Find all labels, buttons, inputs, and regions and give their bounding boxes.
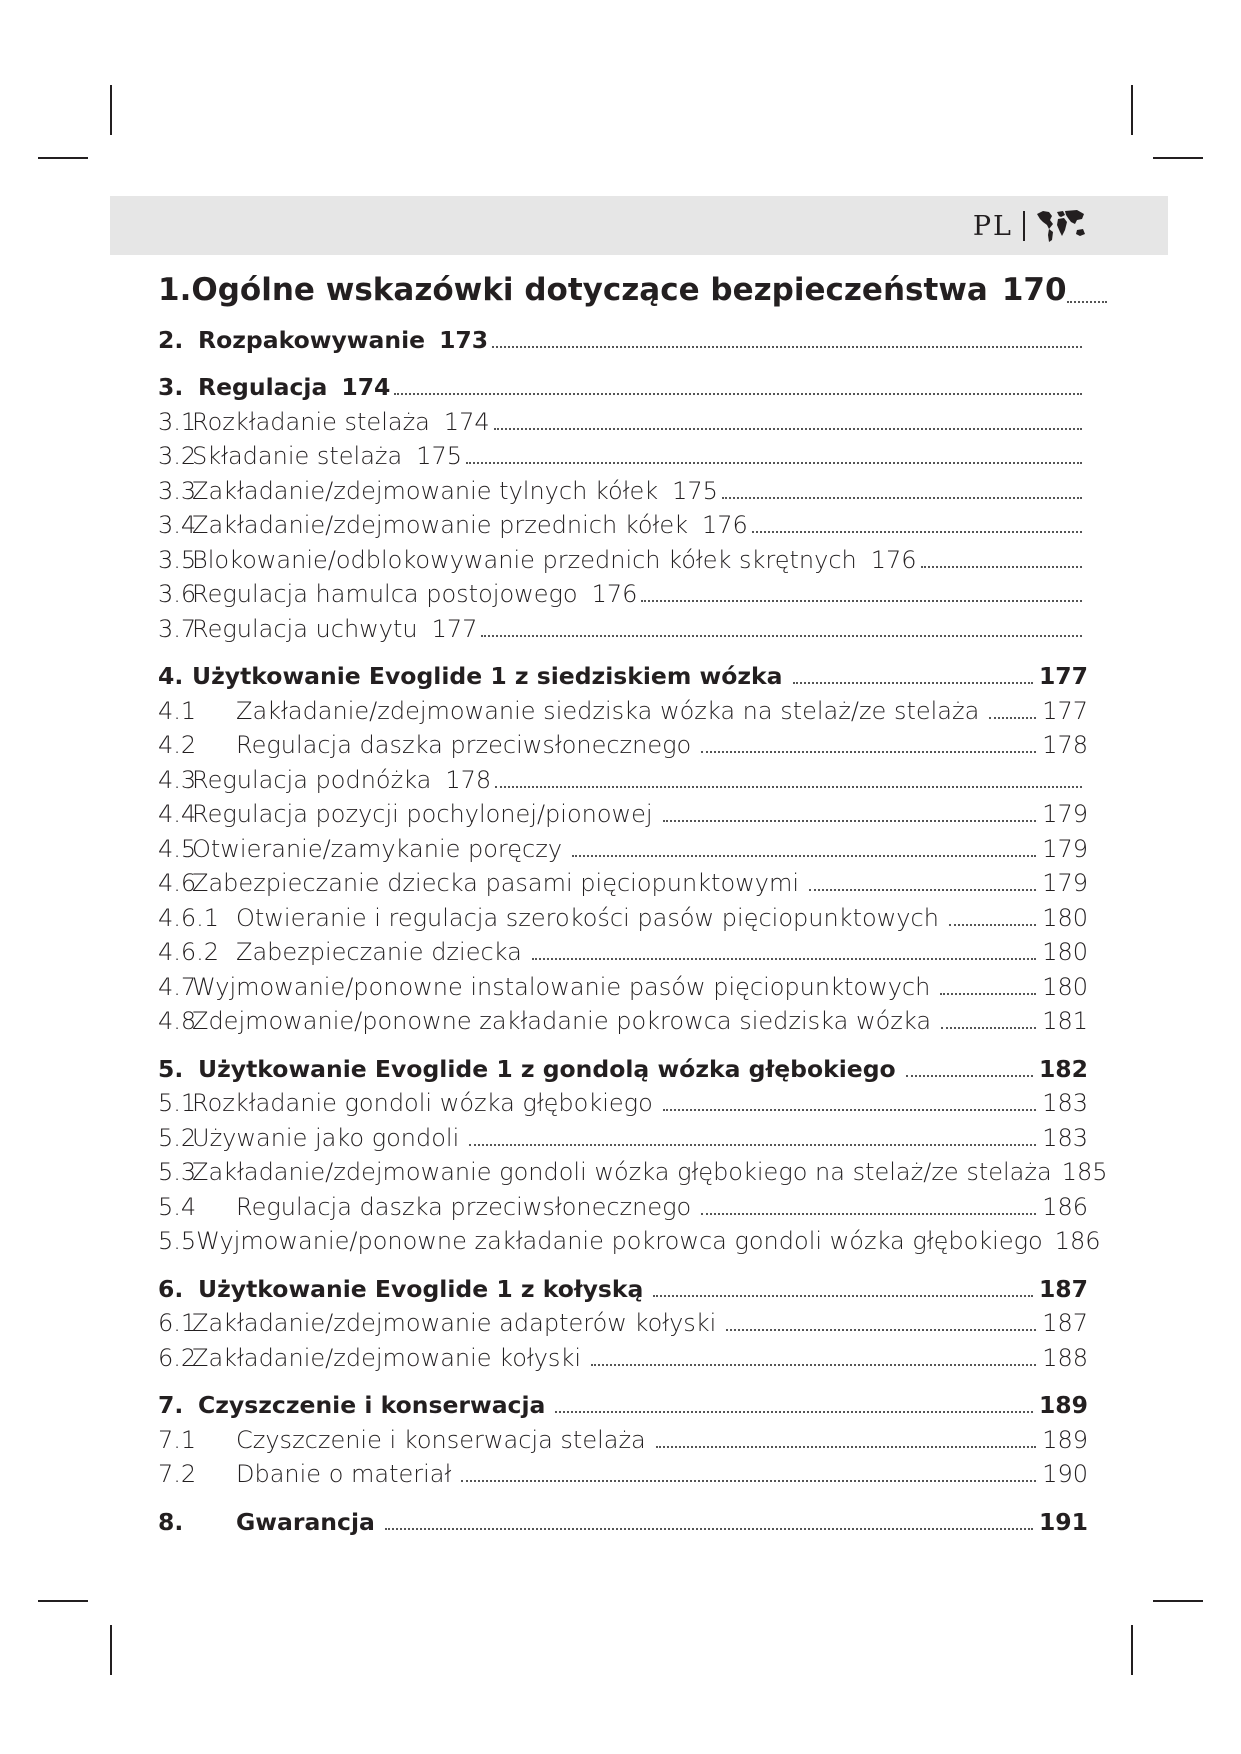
toc-number: 1. — [158, 272, 192, 308]
toc-title: Zakładanie/zdejmowanie kołyski — [192, 1343, 582, 1372]
toc-page: 180 — [1042, 972, 1088, 1001]
toc-title: Regulacja — [198, 373, 328, 401]
toc-title: Zakładanie/zdejmowanie tylnych kółek — [192, 476, 659, 505]
toc-entry[interactable] — [158, 1004, 1088, 1039]
toc-title: Czyszczenie i konserwacja — [198, 1391, 546, 1419]
toc-page: 177 — [1042, 696, 1088, 725]
dot-leader — [722, 495, 1082, 499]
toc-page: 180 — [1042, 903, 1088, 932]
toc-page: 179 — [1042, 834, 1088, 863]
toc-entry[interactable] — [158, 797, 1088, 832]
toc-entry[interactable] — [158, 1224, 1101, 1259]
header-divider — [1023, 211, 1025, 241]
toc-page: 183 — [1042, 1123, 1088, 1152]
toc-number: 3. — [158, 373, 184, 401]
toc-title: Użytkowanie Evoglide 1 z gondolą wózka głębokiego — [198, 1054, 896, 1083]
toc-entry[interactable] — [158, 1388, 1088, 1423]
toc-page: 185 — [1061, 1158, 1108, 1186]
toc-page: 176 — [870, 545, 917, 574]
toc-number: 5.1 — [158, 1089, 197, 1117]
toc-title: Zakładanie/zdejmowanie przednich kółek — [192, 511, 689, 539]
toc-page: 187 — [1038, 1274, 1088, 1303]
toc-entry[interactable] — [158, 1271, 1088, 1306]
toc-title: Ogólne wskazówki dotyczące bezpieczeństwa — [191, 272, 988, 308]
toc-title: Regulacja pozycji pochylonej/pionowej — [192, 800, 653, 828]
toc-entry[interactable] — [158, 1504, 1088, 1539]
dot-leader — [385, 1526, 1033, 1530]
toc-entry[interactable] — [158, 728, 1088, 763]
dot-leader — [555, 1409, 1033, 1413]
crop-mark — [38, 1600, 88, 1602]
toc-entry[interactable] — [158, 969, 1088, 1004]
toc-page: 178 — [1042, 731, 1088, 759]
toc-number: 3.4 — [158, 511, 197, 539]
dot-leader — [641, 598, 1082, 602]
toc-number: 3.3 — [158, 476, 197, 505]
toc-title: Zakładanie/zdejmowanie siedziska wózka na stelaż/ze stelaża — [236, 696, 980, 725]
crop-mark — [110, 1625, 112, 1675]
toc-page: 189 — [1042, 1425, 1088, 1454]
toc-entry[interactable] — [158, 1155, 1108, 1190]
toc-page: 186 — [1054, 1227, 1101, 1255]
toc-entry[interactable] — [158, 1306, 1088, 1341]
toc-page: 183 — [1042, 1089, 1088, 1117]
table-of-contents — [158, 268, 1108, 1539]
toc-number: 3.2 — [158, 442, 197, 470]
toc-page: 191 — [1038, 1507, 1088, 1536]
toc-entry[interactable] — [158, 1051, 1088, 1086]
dot-leader — [940, 991, 1036, 995]
toc-title: Wyjmowanie/ponowne instalowanie pasów pięciopunktowych — [192, 972, 931, 1001]
toc-number: 2. — [158, 325, 184, 354]
crop-mark — [1153, 1600, 1203, 1602]
toc-title: Dbanie o materiał — [236, 1460, 452, 1488]
toc-title: Użytkowanie Evoglide 1 z siedziskiem wózka — [192, 662, 783, 690]
toc-number: 4.6 — [158, 869, 197, 897]
toc-page: 182 — [1038, 1054, 1088, 1083]
toc-number: 5.5 — [158, 1227, 197, 1255]
toc-number: 7.2 — [158, 1460, 197, 1488]
toc-page: 176 — [702, 511, 748, 539]
dot-leader — [591, 1362, 1036, 1366]
toc-title: Zakładanie/zdejmowanie gondoli wózka głębokiego na stelaż/ze stelaża — [192, 1158, 1052, 1186]
toc-title: Zdejmowanie/ponowne zakładanie pokrowca siedziska wózka — [192, 1007, 932, 1035]
toc-number: 8. — [158, 1507, 184, 1536]
toc-page: 174 — [341, 373, 391, 401]
toc-title: Regulacja podnóżka — [192, 765, 432, 794]
dot-leader — [949, 922, 1036, 926]
toc-entry[interactable] — [158, 866, 1088, 901]
toc-title: Używanie jako gondoli — [192, 1123, 460, 1152]
toc-page: 170 — [1001, 272, 1067, 308]
toc-title: Regulacja daszka przeciwsłonecznego — [236, 731, 692, 759]
dot-leader — [793, 680, 1033, 684]
toc-page: 188 — [1042, 1343, 1088, 1372]
toc-entry[interactable] — [158, 577, 1088, 612]
dot-leader — [726, 1327, 1036, 1331]
toc-number: 5.4 — [158, 1192, 197, 1221]
toc-number: 4.7 — [158, 972, 197, 1001]
toc-page: 175 — [672, 476, 718, 505]
toc-entry[interactable] — [158, 762, 1088, 797]
language-header — [973, 203, 1087, 249]
toc-entry[interactable] — [158, 1457, 1088, 1492]
toc-title: Otwieranie/zamykanie poręczy — [192, 834, 563, 863]
crop-mark — [1131, 85, 1133, 135]
dot-leader — [809, 887, 1036, 891]
toc-number: 4.8 — [158, 1007, 197, 1035]
toc-entry[interactable] — [158, 1340, 1088, 1375]
world-map-icon — [1035, 208, 1087, 244]
toc-title: Składanie stelaża — [192, 442, 403, 470]
toc-page: 178 — [445, 765, 492, 794]
toc-number: 6. — [158, 1274, 184, 1303]
toc-number: 4. — [158, 662, 184, 690]
toc-number: 3.1 — [158, 407, 197, 436]
dot-leader — [701, 749, 1036, 753]
dot-leader — [752, 529, 1082, 533]
toc-title: Zakładanie/zdejmowanie adapterów kołyski — [192, 1309, 717, 1337]
toc-title: Gwarancja — [236, 1507, 375, 1536]
toc-entry[interactable] — [158, 935, 1088, 970]
toc-number: 7.1 — [158, 1425, 197, 1454]
toc-entry[interactable] — [158, 1189, 1088, 1224]
toc-title: Zabezpieczanie dziecka pasami pięciopunktowymi — [192, 869, 800, 897]
dot-leader — [941, 1025, 1036, 1029]
toc-number: 4.5 — [158, 834, 197, 863]
dot-leader — [1067, 299, 1107, 303]
toc-number: 3.5 — [158, 545, 197, 574]
crop-mark — [38, 157, 88, 159]
toc-page: 179 — [1042, 800, 1088, 828]
dot-leader — [653, 1293, 1033, 1297]
toc-title: Rozkładanie gondoli wózka głębokiego — [192, 1089, 653, 1117]
toc-entry[interactable] — [158, 1086, 1088, 1121]
dot-leader — [921, 564, 1082, 568]
crop-mark — [1131, 1625, 1133, 1675]
toc-number: 4.6.1 — [158, 903, 220, 932]
toc-entry[interactable] — [158, 404, 1088, 439]
dot-leader — [572, 853, 1036, 857]
dot-leader — [989, 715, 1036, 719]
crop-mark — [1153, 157, 1203, 159]
toc-number: 5. — [158, 1054, 184, 1083]
toc-number: 5.3 — [158, 1158, 197, 1186]
dot-leader — [906, 1073, 1033, 1077]
toc-entry[interactable] — [158, 1422, 1088, 1457]
toc-entry[interactable] — [158, 268, 1088, 312]
toc-number: 4.6.2 — [158, 938, 220, 966]
toc-page: 176 — [591, 580, 638, 608]
toc-page: 177 — [1038, 662, 1088, 690]
toc-number: 6.2 — [158, 1343, 197, 1372]
toc-number: 7. — [158, 1391, 184, 1419]
toc-number: 5.2 — [158, 1123, 197, 1152]
dot-leader — [495, 784, 1082, 788]
dot-leader — [481, 633, 1082, 637]
toc-number: 3.6 — [158, 580, 197, 608]
toc-number: 4.4 — [158, 800, 197, 828]
toc-page: 187 — [1042, 1309, 1088, 1337]
toc-title: Regulacja uchwytu — [192, 614, 418, 643]
toc-entry[interactable] — [158, 508, 1088, 543]
dot-leader — [701, 1211, 1036, 1215]
dot-leader — [469, 1142, 1036, 1146]
toc-page: 180 — [1042, 938, 1088, 966]
toc-entry[interactable] — [158, 611, 1088, 646]
toc-number: 4.2 — [158, 731, 197, 759]
dot-leader — [461, 1478, 1036, 1482]
toc-entry[interactable] — [158, 900, 1088, 935]
dot-leader — [492, 344, 1082, 348]
dot-leader — [663, 818, 1037, 822]
toc-entry[interactable] — [158, 370, 1088, 405]
toc-number: 3.7 — [158, 614, 197, 643]
toc-title: Użytkowanie Evoglide 1 z kołyską — [198, 1274, 644, 1303]
toc-title: Rozpakowywanie — [198, 325, 426, 354]
language-code: PL — [972, 210, 1013, 242]
dot-leader — [394, 391, 1082, 395]
crop-mark — [110, 85, 112, 135]
dot-leader — [494, 426, 1082, 430]
toc-entry[interactable] — [158, 542, 1088, 577]
toc-title: Rozkładanie stelaża — [192, 407, 430, 436]
toc-entry[interactable] — [158, 439, 1088, 474]
toc-page: 181 — [1042, 1007, 1088, 1035]
toc-title: Regulacja hamulca postojowego — [192, 580, 578, 608]
toc-entry[interactable] — [158, 322, 1088, 357]
toc-page: 179 — [1042, 869, 1088, 897]
toc-page: 174 — [443, 407, 490, 436]
toc-title: Otwieranie i regulacja szerokości pasów pięciopunktowych — [236, 903, 939, 932]
dot-leader — [656, 1444, 1036, 1448]
toc-number: 4.3 — [158, 765, 197, 794]
toc-entry[interactable] — [158, 693, 1088, 728]
dot-leader — [663, 1107, 1036, 1111]
toc-entry[interactable] — [158, 659, 1088, 694]
toc-entry[interactable] — [158, 1120, 1088, 1155]
toc-page: 190 — [1042, 1460, 1088, 1488]
toc-page: 177 — [431, 614, 478, 643]
toc-title: Zabezpieczanie dziecka — [236, 938, 522, 966]
toc-entry[interactable] — [158, 831, 1088, 866]
toc-title: Regulacja daszka przeciwsłonecznego — [236, 1192, 692, 1221]
toc-title: Czyszczenie i konserwacja stelaża — [236, 1425, 646, 1454]
toc-page: 175 — [416, 442, 463, 470]
toc-number: 4.1 — [158, 696, 197, 725]
toc-page: 189 — [1038, 1391, 1088, 1419]
toc-page: 173 — [439, 325, 489, 354]
toc-number: 6.1 — [158, 1309, 197, 1337]
toc-title: Wyjmowanie/ponowne zakładanie pokrowca gondoli wózka głębokiego — [196, 1227, 1043, 1255]
dot-leader — [532, 956, 1036, 960]
dot-leader — [466, 460, 1082, 464]
toc-title: Blokowanie/odblokowywanie przednich kółek skrętnych — [192, 545, 857, 574]
toc-entry[interactable] — [158, 473, 1088, 508]
toc-page: 186 — [1042, 1192, 1088, 1221]
